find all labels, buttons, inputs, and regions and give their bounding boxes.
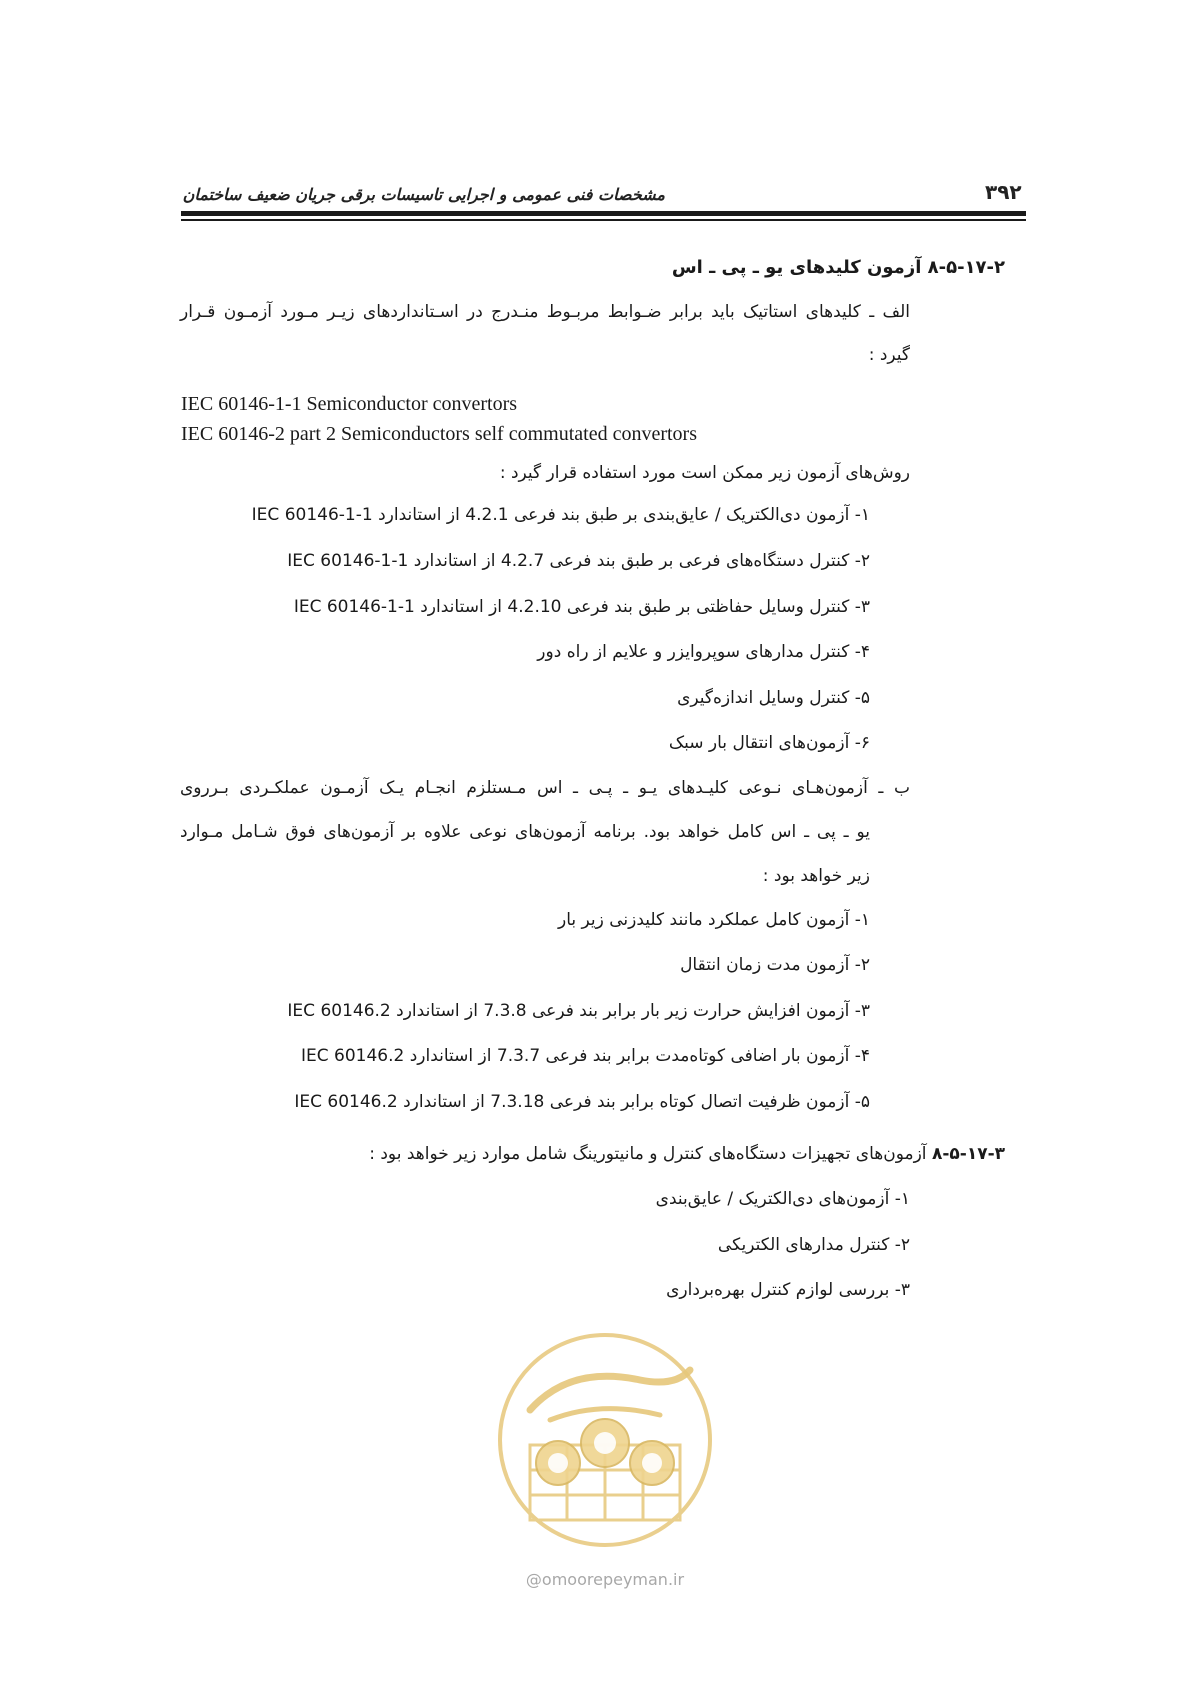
list-item: ۳- بررسی لوازم کنترل بهره‌برداری [666, 1280, 910, 1300]
paragraph-b-line1: ب ـ آزمون‌هـای نـوعی کلیـدهای یـو ـ پـی ـ اس مـستلزم انجـام یـک آزمـون عملکـردی بـرروی [180, 778, 910, 798]
watermark-logo [490, 1325, 720, 1555]
list-item: ۱- آزمون دی‌الکتریک / عایق‌بندی بر طبق بند فرعی 4.2.1 از استاندارد IEC 60146-1-1 [251, 505, 870, 525]
list-item: ۴- آزمون بار اضافی کوتاه‌مدت برابر بند فرعی 7.3.7 از استاندارد IEC 60146.2 [300, 1046, 870, 1066]
section-title: آزمون کلیدهای یو ـ پی ـ اس [671, 257, 922, 278]
section-3-paragraph [369, 1144, 1005, 1164]
list-item: ۲- کنترل دستگاه‌های فرعی بر طبق بند فرعی 4.2.7 از استاندارد IEC 60146-1-1 [287, 551, 870, 571]
section-number: ۸-۵-۱۷-۳ [931, 1144, 1005, 1164]
methods-intro: روش‌های آزمون زیر ممکن است مورد استفاده قرار گیرد : [499, 463, 910, 483]
list-item: ۶- آزمون‌های انتقال بار سبک [668, 733, 870, 753]
paragraph-a-line2: گیرد : [868, 345, 910, 365]
list-item: ۴- کنترل مدارهای سوپروایزر و علایم از راه دور [537, 642, 870, 662]
list-item: ۳- آزمون افزایش حرارت زیر بار برابر بند فرعی 7.3.8 از استاندارد IEC 60146.2 [287, 1001, 870, 1021]
page-number: ۳۹۲ [985, 180, 1022, 204]
list-item: ۲- آزمون مدت زمان انتقال [680, 955, 870, 975]
running-header-title: مشخصات فنی عمومی و اجرایی تاسیسات برقی جریان ضعیف ساختمان [182, 185, 665, 204]
list-item: ۵- آزمون ظرفیت اتصال کوتاه برابر بند فرعی 7.3.18 از استاندارد IEC 60146.2 [294, 1092, 870, 1112]
section-3-text: آزمون‌های تجهیزات دستگاه‌های کنترل و مانیتورینگ شامل موارد زیر خواهد بود : [369, 1144, 927, 1164]
paragraph-a-line1: الف ـ کلیدهای استاتیک باید برابر ضـوابط مربـوط منـدرج در اسـتانداردهای زیـر مـورد آزمـون قـرار [180, 302, 910, 322]
list-item: ۵- کنترل وسایل اندازه‌گیری [677, 688, 870, 708]
standard-line-2: IEC 60146-2 part 2 Semiconductors self commutated convertors [181, 423, 697, 445]
list-item: ۱- آزمون کامل عملکرد مانند کلیدزنی زیر بار [558, 910, 870, 930]
paragraph-b-line3: زیر خواهد بود : [762, 866, 870, 886]
watermark-url: @omoorepeyman.ir [525, 1570, 685, 1589]
section-number: ۸-۵-۱۷-۲ [927, 257, 1005, 278]
section-heading [672, 257, 1005, 278]
header-rule-thick [181, 211, 1026, 216]
list-item: ۱- آزمون‌های دی‌الکتریک / عایق‌بندی [655, 1189, 910, 1209]
list-item: ۲- کنترل مدارهای الکتریکی [717, 1235, 910, 1255]
header-rule-thin [181, 219, 1026, 221]
standard-line-1: IEC 60146-1-1 Semiconductor convertors [181, 393, 518, 415]
paragraph-b-line2: یو ـ پی ـ اس کامل خواهد بود. برنامه آزمون‌های نوعی علاوه بر آزمون‌های فوق شـامل مـوارد [180, 822, 870, 842]
list-item: ۳- کنترل وسایل حفاظتی بر طبق بند فرعی 4.2.10 از استاندارد IEC 60146-1-1 [293, 597, 870, 617]
